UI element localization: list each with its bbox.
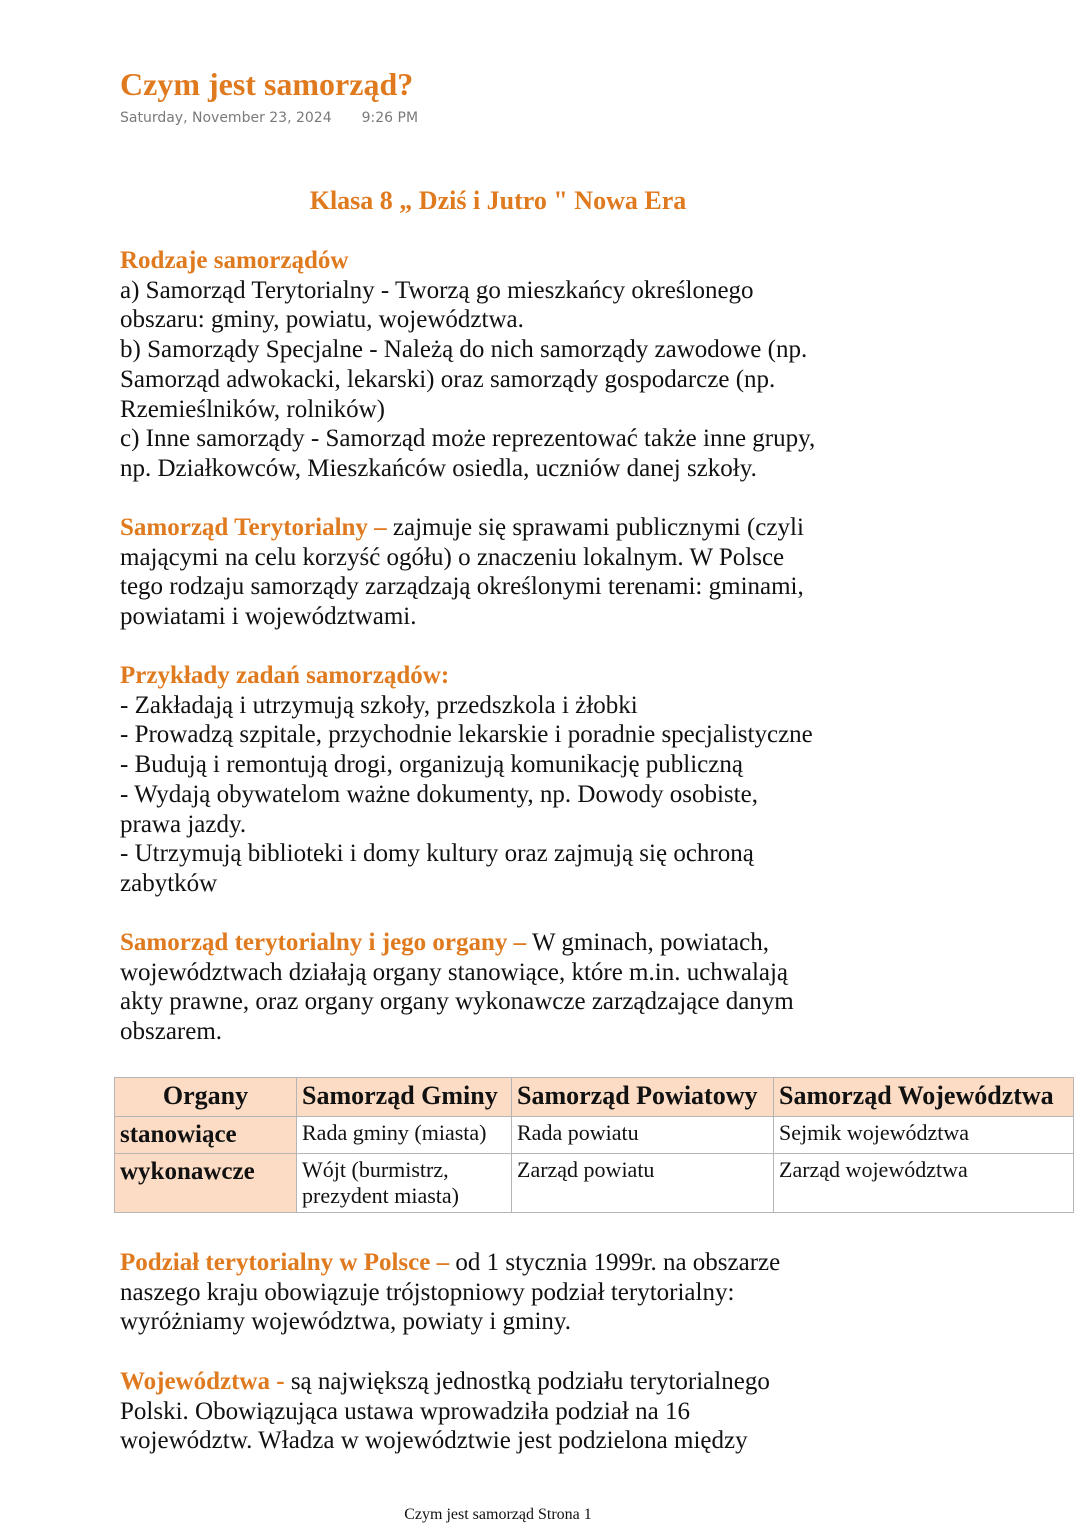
text-line: b) Samorządy Specjalne - Należą do nich samorządy zawodowe (np. [120,336,808,364]
text-line: województwach działają organy stanowiące, które m.in. uchwalają [120,958,789,986]
table-header-row [115,1078,1074,1117]
table-header-cell: Samorząd Powiatowy [512,1078,774,1117]
text-fragment: zajmuje się sprawami publicznymi (czyli [386,514,804,541]
text-line [120,1248,1000,1278]
organs-table [114,1077,1074,1213]
page-time: 9:26 PM [361,110,419,126]
table-row-label: stanowiące [115,1117,297,1154]
page-title: Czym jest samorząd? [120,66,414,102]
text-line: powiatami i województwami. [120,603,417,631]
section-heading-zadania: Przykłady zadań samorządów: [120,662,450,689]
table-cell: Sejmik województwa [774,1117,1074,1154]
text-line [120,513,1000,543]
table-header-cell: Samorząd Gminy [297,1078,512,1117]
text-line: mającymi na celu korzyść ogółu) o znaczeniu lokalnym. W Polsce [120,543,785,571]
table-cell-line: Wójt (burmistrz, [302,1157,449,1182]
term-organy: Samorząd terytorialny i jego organy – [120,929,527,956]
table-row [115,1154,1074,1213]
section-wojewodztwa [120,1367,1000,1456]
section-heading-rodzaje: Rodzaje samorządów [120,247,349,274]
table-header-cell: Samorząd Województwa [774,1078,1074,1117]
section-rodzaje [120,246,1000,484]
section-organy [120,928,1000,1047]
text-fragment: W gminach, powiatach, [526,929,769,956]
text-line: Rzemieślników, rolników) [120,395,386,423]
text-line: obszaru: gminy, powiatu, województwa. [120,306,524,334]
term-terytorialny: Samorząd Terytorialny – [120,514,387,541]
page-footer: Czym jest samorząd Strona 1 [404,1506,592,1523]
text-line: akty prawne, oraz organy organy wykonawcze zarządzające danym [120,988,794,1016]
table-cell: Rada gminy (miasta) [297,1117,512,1154]
text-fragment: są największą jednostką podziału terytorialnego [284,1368,770,1395]
section-podzial [120,1248,1000,1337]
text-fragment: od 1 stycznia 1999r. na obszarze [449,1249,781,1276]
text-line: województw. Władza w województwie jest podzielona między [120,1427,748,1455]
table-row-label: wykonawcze [115,1154,297,1213]
page-meta [120,108,418,128]
text-line: c) Inne samorządy - Samorząd może reprezentować także inne grupy, [120,425,816,453]
table-row [115,1117,1074,1154]
table-header-cell: Organy [115,1078,297,1117]
page-date: Saturday, November 23, 2024 [120,110,332,126]
text-line: a) Samorząd Terytorialny - Tworzą go mieszkańcy określonego [120,276,754,304]
table-cell: Zarząd powiatu [512,1154,774,1213]
text-line: - Zakładają i utrzymują szkoły, przedszkola i żłobki [120,691,638,719]
text-line: - Prowadzą szpitale, przychodnie lekarskie i poradnie specjalistyczne [120,721,813,749]
text-line: prawa jazdy. [120,810,247,838]
text-line: - Utrzymują biblioteki i domy kultury oraz zajmują się ochroną [120,840,754,868]
text-line: Samorząd adwokacki, lekarski) oraz samorządy gospodarcze (np. [120,365,776,393]
text-line: obszarem. [120,1018,223,1046]
section-terytorialny [120,513,1000,632]
text-line: zabytków [120,869,218,897]
text-line: wyróżniamy województwa, powiaty i gminy. [120,1308,572,1336]
text-line: - Wydają obywatelom ważne dokumenty, np. Dowody osobiste, [120,780,758,808]
term-podzial: Podział terytorialny w Polsce – [120,1249,450,1276]
table-cell-line: prezydent miasta) [302,1183,459,1208]
text-line [120,1367,1000,1397]
table-cell: Zarząd województwa [774,1154,1074,1213]
text-line: Polski. Obowiązująca ustawa wprowadziła podział na 16 [120,1397,690,1425]
text-line: np. Działkowców, Mieszkańców osiedla, uczniów danej szkoły. [120,454,757,482]
text-line [120,928,1000,958]
text-line: - Budują i remontują drogi, organizują komunikację publiczną [120,751,743,779]
document-subtitle: Klasa 8 „ Dziś i Jutro " Nowa Era [309,186,687,215]
table-cell [297,1154,512,1213]
text-line: tego rodzaju samorządy zarządzają określonymi terenami: gminami, [120,573,804,601]
section-zadania [120,661,1000,899]
table-cell: Rada powiatu [512,1117,774,1154]
term-wojewodztwa: Województwa - [120,1368,285,1395]
text-line: naszego kraju obowiązuje trójstopniowy podział terytorialny: [120,1278,735,1306]
